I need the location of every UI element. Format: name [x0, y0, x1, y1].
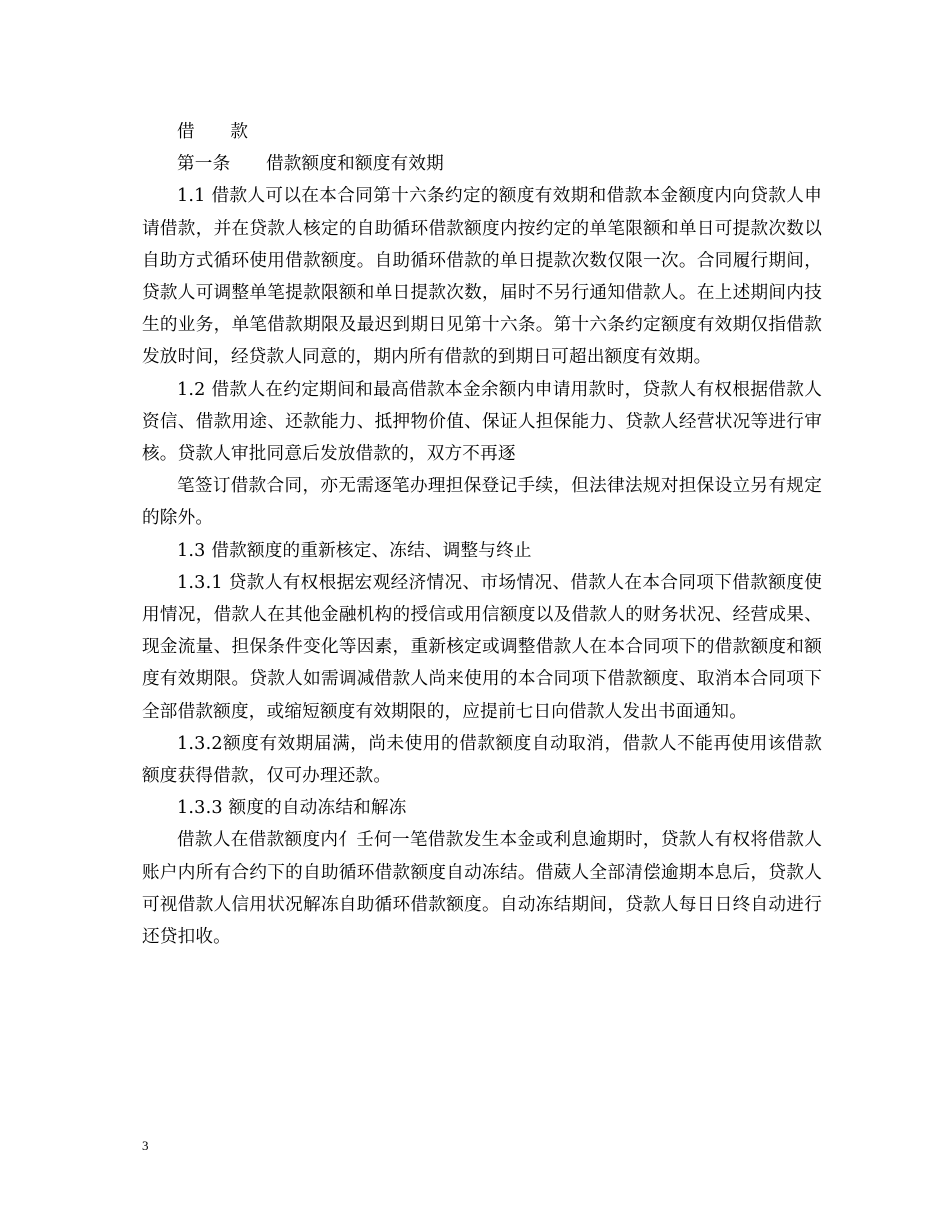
article-title: 第一条 借款额度和额度有效期 — [177, 154, 444, 175]
document-body — [142, 116, 822, 953]
clause-1-3-2: 1.3.2额度有效期届满，尚未使用的借款额度自动取消，借款人不能再使用该借款额度获得借款，仅可办理还款。 — [142, 733, 822, 787]
clause-1-1: 1.1 借款人可以在本合同第十六条约定的额度有效期和借款本金额度内向贷款人申请借款，并在贷款人核定的自助循环借款额度内按约定的单笔限额和单日可提款次数以自助方式循环使用借款额度。自助循环借款的单日提款次数仅限一次。合同履行期间，贷款人可调整单笔提款限额和单日提款次数，届时不另行通知借款人。在上述期间内技生的业务，单笔借款期限及最迟到期日见第十六条。第十六条约定额度有效期仅指借款发放时间，经贷款人同意的，期内所有借款的到期日可超出额度有效期。 — [142, 186, 822, 368]
clause-1-2: 1.2 借款人在约定期间和最高借款本金余额内申请用款时，贷款人有权根据借款人资信、借款用途、还款能力、抵押物价值、保证人担保能力、贷款人经营状况等进行审核。贷款人审批同意后发放借款的，双方不再逐 — [142, 379, 822, 465]
clause-1-3-1: 1.3.1 贷款人有权根据宏观经济情况、市场情况、借款人在本合同项下借款额度使用情况，借款人在其他金融机构的授信或用信额度以及借款人的财务状况、经营成果、现金流量、担保条件变化等因素，重新核定或调整借款人在本合同项下的借款额度和额度有效期限。贷款人如需调减借款人尚来使用的本合同项下借款额度、取消本合同项下全部借款额度，或缩短额度有效期限的，应提前七日向借款人发出书面通知。 — [142, 572, 822, 722]
section-heading: 借 款 — [177, 122, 249, 142]
clause-1-3-3-body: 借款人在借款额度内亻壬何一笔借款发生本金或利息逾期时，贷款人有权将借款人账户内所有合约下的自助循环借款额度自动冻结。借葳人全部清偿逾期本息后，贷款人可视借款人信用状况解冻自助循环借款额度。自动冻结期间，贷款人每日日终自动进行还贷扣收。 — [142, 830, 822, 948]
clause-1-3-title: 1.3 借款额度的重新核定、冻结、调整与终止 — [177, 540, 532, 561]
page-number: 3 — [142, 1138, 149, 1153]
clause-1-3-3-title: 1.3.3 额度的自动冻结和解冻 — [177, 798, 407, 819]
clause-1-2-continued: 笔签订借款合同，亦无需逐笔办理担保登记手续，但法律法规对担保设立另有规定的除外。 — [142, 476, 822, 529]
